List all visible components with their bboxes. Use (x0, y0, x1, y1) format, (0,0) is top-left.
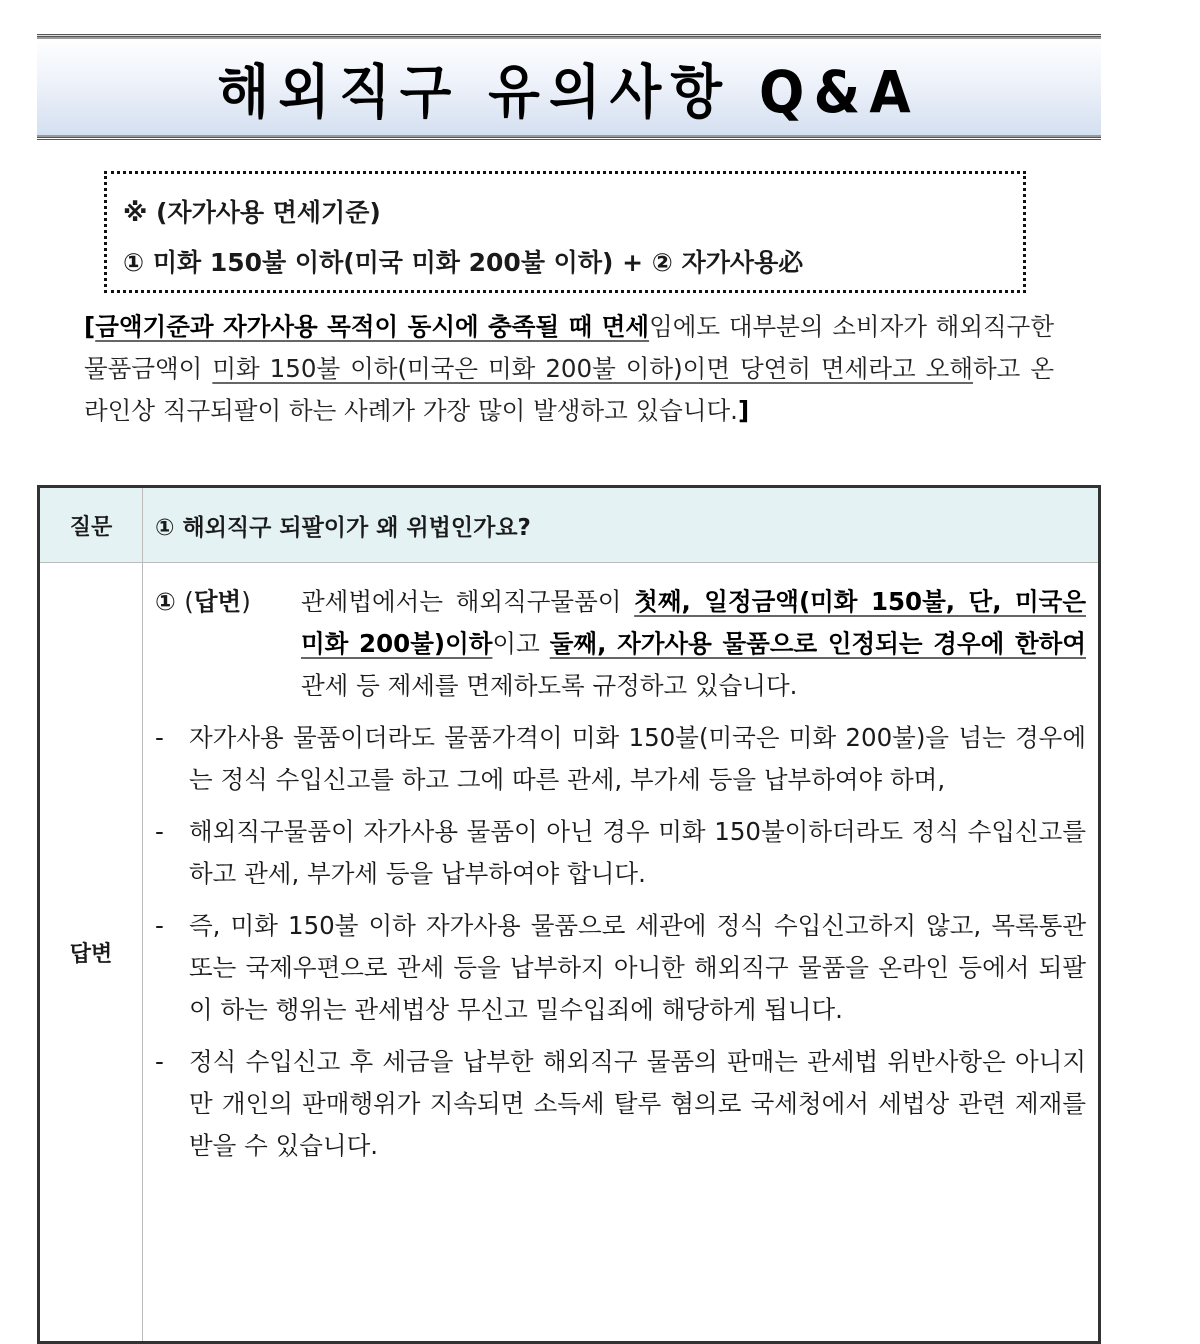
dash-bullet: - (155, 1047, 164, 1076)
intro-bracket-close: ] (737, 396, 750, 425)
question-label: 질문 (39, 487, 143, 563)
dash-bullet: - (155, 817, 164, 846)
answer-tag-label: 답변 (193, 587, 242, 616)
answer-item (155, 1041, 1086, 1167)
answer-item-text: 해외직구물품이 자가사용 물품이 아닌 경우 미화 150불이하더라도 정식 수입신고를 하고 관세, 부가세 등을 납부하여야 합니다. (189, 817, 1086, 888)
answer-row (39, 563, 1100, 1343)
lead-text-3: 관세 등 제세를 면제하도록 규정하고 있습니다. (301, 671, 798, 700)
title-banner (37, 34, 1101, 140)
page-title: 해외직구 유의사항 Q&A (217, 58, 921, 126)
question-text: ① 해외직구 되팔이가 왜 위법인가요? (143, 487, 1100, 563)
answer-label: 답변 (39, 563, 143, 1343)
lead-text-1: 관세법에서는 해외직구물품이 (301, 587, 635, 616)
lead-text-2: 이고 (492, 629, 550, 658)
answer-item-text: 정식 수입신고 후 세금을 납부한 해외직구 물품의 판매는 관세법 위반사항은 아니지만 개인의 판매행위가 지속되면 소득세 탈루 혐의로 국세청에서 세법상 관련 제재를 받을 수 있습니다. (189, 1047, 1086, 1160)
intro-bracket-open: [ (84, 312, 96, 341)
criteria-heading: ※ (자가사용 면세기준) (123, 198, 381, 227)
answer-lead (155, 581, 1086, 707)
dash-bullet: - (155, 723, 164, 752)
dash-bullet: - (155, 911, 164, 940)
duty-free-criteria-box (104, 171, 1026, 293)
intro-emphasis-2: 미화 150불 이하(미국은 미화 200불 이하)이면 당연히 면세라고 오해 (212, 354, 973, 383)
answer-item (155, 717, 1086, 801)
intro-text-2: 임에도 대부분의 소비자가 해외직구한 물품금액이 (84, 312, 1054, 383)
intro-paragraph (84, 306, 1054, 432)
criteria-detail: ① 미화 150불 이하(미국 미화 200불 이하) + ② 자가사용必 (123, 248, 804, 277)
paren-close: ) (241, 587, 251, 616)
circled-number-one: ① (155, 587, 176, 616)
paren-open: ( (184, 587, 194, 616)
qa-table (37, 485, 1101, 1344)
question-row (39, 487, 1100, 563)
answer-lead-text (301, 581, 1086, 707)
answer-item (155, 811, 1086, 895)
lead-emphasis-1: 첫째, 일정금액(미화 150불, 단, 미국은 미화 200불)이하 (301, 587, 1086, 658)
answer-item-text: 자가사용 물품이더라도 물품가격이 미화 150불(미국은 미화 200불)을 넘는 경우에는 정식 수입신고를 하고 그에 따른 관세, 부가세 등을 납부하여야 하며, (189, 723, 1086, 794)
intro-text-3: 하고 온라인상 직구되팔이 하는 사례가 가장 많이 발생하고 있습니다. (84, 354, 1055, 425)
answer-tag (155, 581, 301, 707)
answer-item (155, 905, 1086, 1031)
answer-item-text: 즉, 미화 150불 이하 자가사용 물품으로 세관에 정식 수입신고하지 않고, 목록통관 또는 국제우편으로 관세 등을 납부하지 아니한 해외직구 물품을 온라인 등에서 되팔이 하는 행위는 관세법상 무신고 밀수입죄에 해당하게 됩니다. (189, 911, 1086, 1024)
lead-emphasis-2: 둘째, 자가사용 물품으로 인정되는 경우에 한하여 (549, 629, 1087, 658)
answer-body (143, 563, 1100, 1343)
intro-emphasis-1: 금액기준과 자가사용 목적이 동시에 충족될 때 면세 (95, 312, 650, 341)
